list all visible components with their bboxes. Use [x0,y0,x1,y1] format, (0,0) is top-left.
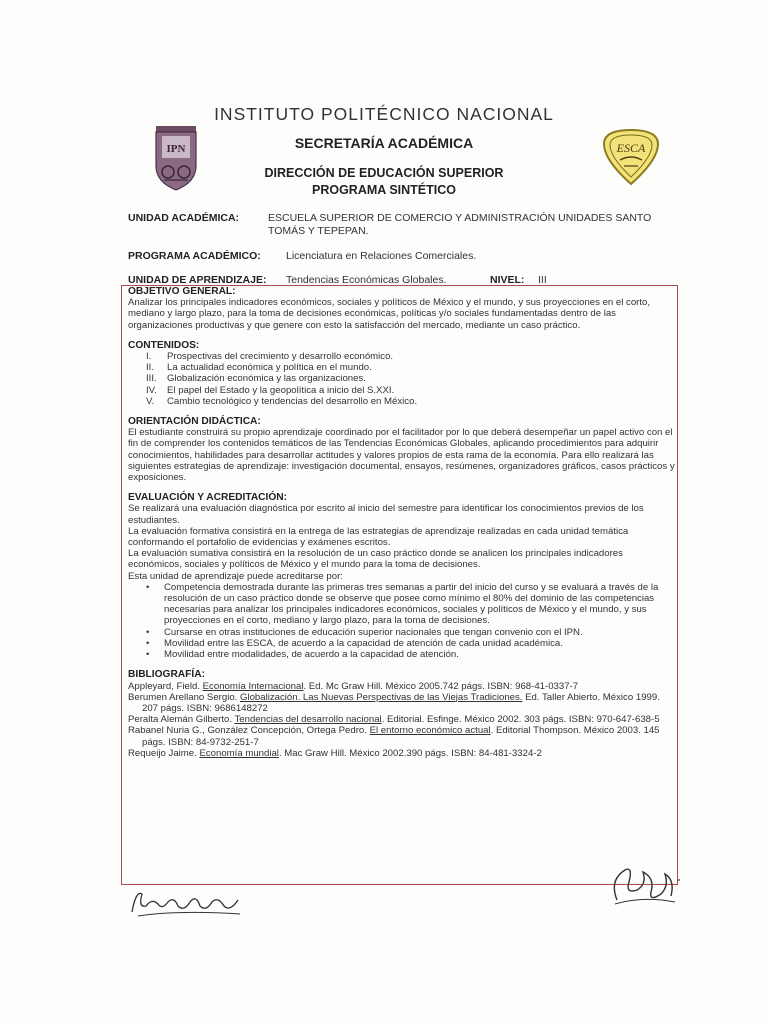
objetivo-text: Analizar los principales indicadores económicos, sociales y políticos de México y el mundo, y sus proyecciones en el corto, mediano y largo plazo, para la toma de decisiones económicas, políticas y/o sociales fundamentadas dentro de las organizaciones productivas y que genere con esto la satisfacción del mercado, mediante un caso práctico. [128,297,651,331]
bibliography-entry: Peralta Alemán Gilberto. Tendencias del desarrollo nacional. Editorial. Esfinge. México 2002. 303 págs. ISBN: 970-647-638-5 [128,714,660,726]
list-item: • Cursarse en otras instituciones de educación superior nacionales que tengan convenio con el IPN. [144,627,676,638]
programa-academico-value: Licenciatura en Relaciones Comerciales. [286,250,477,262]
svg-text:ESCA: ESCA [616,141,646,155]
list-item: I. Prospectivas del crecimiento y desarrollo económico. [146,351,394,363]
secretaria-title: SECRETARÍA ACADÉMICA [294,135,474,151]
evaluacion-heading: EVALUACIÓN Y ACREDITACIÓN: [128,492,288,504]
bibliografia-heading: BIBLIOGRAFÍA: [128,669,205,681]
list-item: • Movilidad entre las ESCA, de acuerdo a la capacidad de atención de cada unidad académica. [144,638,676,649]
evaluacion-diagnostica: Se realizará una evaluación diagnóstica por escrito al inicio del semestre para identificar los conocimientos previos de los estudiantes. [128,503,644,526]
unidad-academica-label: UNIDAD ACADÉMICA: [128,212,240,224]
acreditacion-intro: Esta unidad de aprendizaje puede acreditarse por: [128,570,343,582]
svg-text:IPN: IPN [166,143,186,155]
evaluacion-formativa: La evaluación formativa consistirá en la entrega de las estrategias de aprendizaje realizadas en cada unidad temática conformando el portafolio de evidencias y exámenes escritos. [128,525,629,549]
list-item: • Competencia demostrada durante las primeras tres semanas a partir del inicio del curso y se evaluará a través de la resolución de un caso práctico donde se observe que posee como mínimo el 80% del dominio de las competencias necesarias para analizar los principales indicadores económicos, sociales y políticos de México y el mundo, y sus proyecciones en el corto, mediano y largo plazo, para la toma de decisiones. [144,582,676,627]
contenidos-list [146,351,676,407]
orientacion-heading: ORIENTACIÓN DIDÁCTICA: [128,416,261,428]
unidad-aprendizaje-value: Tendencias Económicas Globales. [286,274,447,286]
objetivo-heading: OBJETIVO GENERAL: [128,286,236,297]
direccion-line: DIRECCIÓN DE EDUCACIÓN SUPERIOR [264,166,504,180]
list-item: IV. El papel del Estado y la geopolítica a inicio del S.XXI. [146,384,395,396]
unidad-aprendizaje-label: UNIDAD DE APRENDIZAJE: [128,274,267,286]
signature-left-icon [128,884,246,922]
list-item: • Movilidad entre modalidades, de acuerdo a la capacidad de atención. [144,649,676,660]
nivel-label: NIVEL: [490,274,525,286]
unidad-academica-value: ESCUELA SUPERIOR DE COMERCIO Y ADMINISTRACIÓN UNIDADES SANTO [268,212,652,224]
direccion-title [0,165,768,199]
unidad-academica-value-cont: TOMÁS Y TEPEPAN. [268,225,369,237]
bibliography-entry: Berumen Arellano Sergio. Globalización. Las Nuevas Perspectivas de las Viejas Tradiciones. Ed. Taller Abierto. México 1999. 207 págs. ISBN: 9686148272 [128,691,660,714]
signature-right-icon [603,860,683,910]
evaluacion-sumativa: La evaluación sumativa consistirá en la resolución de un caso práctico donde se analicen los principales indicadores económicos, sociales y políticos de México y el mundo para la toma de decisiones. [128,548,623,571]
contenidos-heading: CONTENIDOS: [128,339,200,351]
programa-academico-label: PROGRAMA ACADÉMICO: [128,250,261,262]
list-item: II. La actualidad económica y política en el mundo. [146,362,372,374]
bibliography-entry: Rabanel Nuria G., González Concepción, Ortega Pedro. El entorno económico actual. Editorial Thompson. México 2003. 145 págs. ISBN: 84-9732-251-7 [128,725,660,748]
list-item: III. Globalización económica y las organizaciones. [146,373,366,385]
content-body [128,286,676,759]
nivel-value: III [538,274,547,286]
bibliography-entry: Requeijo Jaime. Economía mundial. Mac Graw Hill. México 2002.390 págs. ISBN: 84-481-3324-2 [128,747,542,759]
institution-title: INSTITUTO POLITÉCNICO NACIONAL [214,104,554,124]
orientacion-text: El estudiante construirá su propio aprendizaje coordinado por el facilitador por lo que deberá desempeñar un papel activo con el fin de comprender los contenidos temáticos de las Tendencias Económicas Globales, aplicando procedimientos para adquirir conocimientos, habilidades para desarrollar actitudes y valores propios de esta rama de la economía. Para ello realizará las siguientes estrategias de aprendizaje: investigación documental, ensayos, resúmenes, organizadores gráficos, casos prácticos y exposiciones. [128,427,675,484]
bibliography-entry: Appleyard, Field. Economía Internacional. Ed. Mc Graw Hill. México 2005.742 págs. ISBN: 968-41-0337-7 [128,680,579,692]
programa-sintetico-line: PROGRAMA SINTÉTICO [312,183,456,197]
list-item: V. Cambio tecnológico y tendencias del desarrollo en México. [146,395,418,407]
acreditacion-list [144,582,676,660]
